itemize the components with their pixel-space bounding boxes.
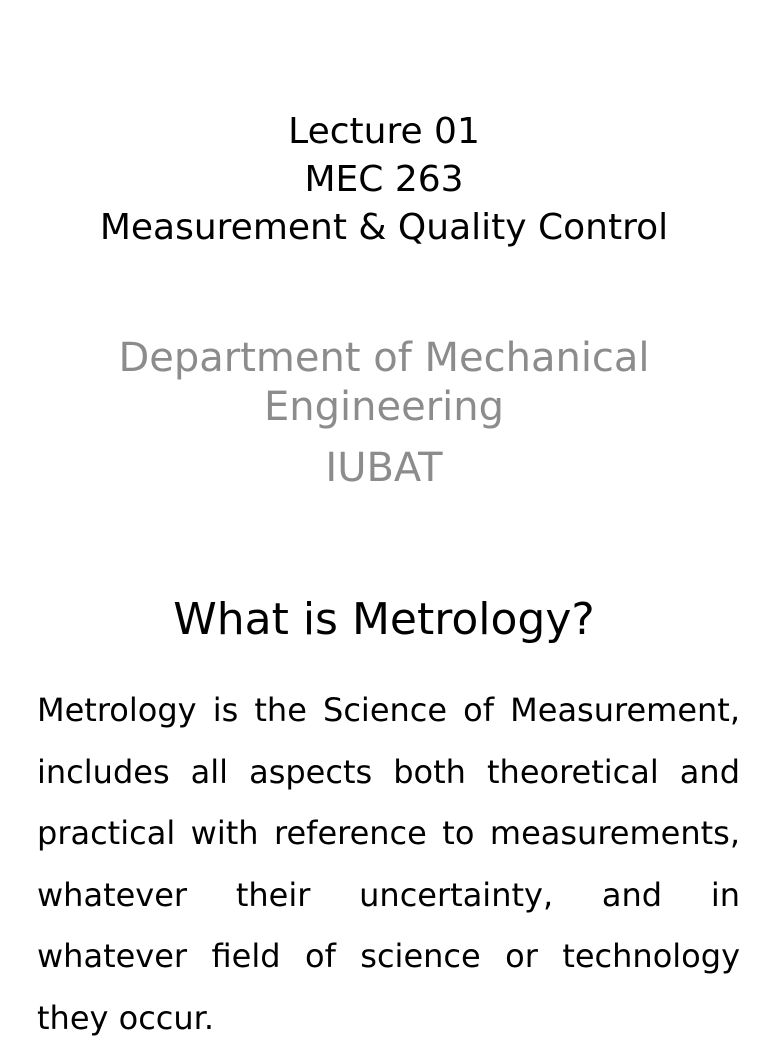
lecture-number: Lecture 01	[288, 111, 480, 152]
course-name: Measurement & Quality Control	[99, 207, 669, 248]
department-name: Department of Mechanical Engineering	[118, 335, 650, 430]
metrology-definition: Metrology is the Science of Measurement, includes all aspects both theoretical and practical with reference to measurements, whatever their uncertainty, and in whatever field of science or technology they occur.	[37, 691, 740, 1037]
course-code: MEC 263	[304, 159, 464, 200]
content-heading: What is Metrology?	[173, 594, 595, 645]
slide-subtitle	[0, 334, 768, 492]
slide-title	[0, 108, 768, 252]
institution-name: IUBAT	[325, 445, 443, 491]
